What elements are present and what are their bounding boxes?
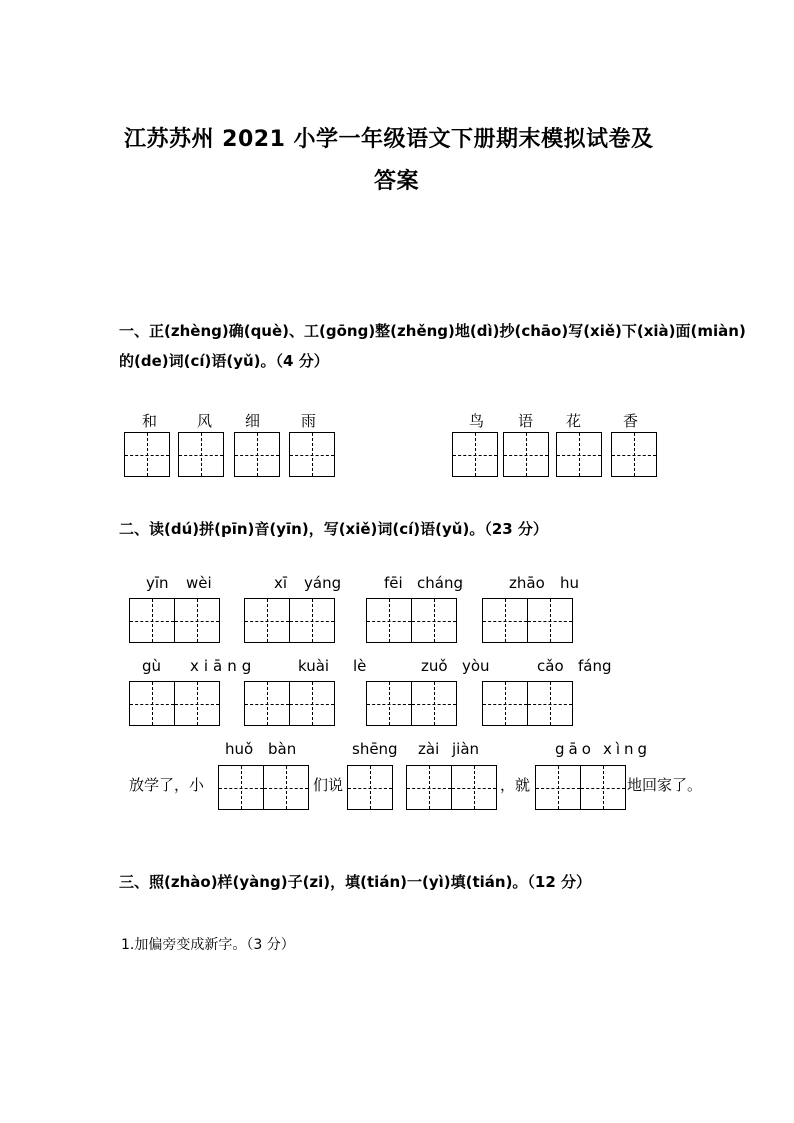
writing-box[interactable] [482, 598, 528, 643]
writing-box[interactable] [556, 432, 602, 477]
pinyin: zuǒ [421, 657, 448, 675]
writing-box[interactable] [482, 681, 528, 726]
writing-box[interactable] [411, 598, 457, 643]
writing-box[interactable] [503, 432, 549, 477]
pinyin: xìng [603, 740, 652, 758]
pinyin: zhāo [509, 574, 545, 592]
writing-box[interactable] [527, 598, 573, 643]
writing-box[interactable] [174, 681, 220, 726]
section2-heading: 二、读(dú)拼(pīn)音(yīn)，写(xiě)词(cí)语(yǔ)。（23 分） [119, 520, 548, 538]
sentence-text: 们说 [313, 776, 344, 794]
writing-box[interactable] [527, 681, 573, 726]
writing-box[interactable] [244, 598, 290, 643]
pinyin: gāo [555, 740, 595, 758]
section3-heading: 三、照(zhào)样(yàng)子(zi)，填(tián)一(yì)填(tián)。（12 分） [119, 873, 592, 891]
section1-heading-cont: 的(de)词(cí)语(yǔ)。（4 分） [119, 352, 329, 370]
writing-box[interactable] [178, 432, 224, 477]
writing-box[interactable] [452, 432, 498, 477]
pinyin: xiāng [190, 657, 257, 675]
section3-subquestion: 1.加偏旁变成新字。（3 分） [121, 937, 295, 953]
copy-char: 雨 [301, 412, 317, 430]
pinyin: xī [274, 574, 288, 592]
writing-box[interactable] [366, 598, 412, 643]
pinyin: hu [560, 574, 580, 592]
pinyin: zài [418, 740, 440, 758]
writing-box[interactable] [451, 765, 497, 810]
writing-box[interactable] [234, 432, 280, 477]
writing-box[interactable] [535, 765, 581, 810]
writing-box[interactable] [244, 681, 290, 726]
writing-box[interactable] [580, 765, 626, 810]
pinyin: lè [353, 657, 367, 675]
pinyin: fáng [578, 657, 612, 675]
copy-char: 语 [518, 412, 534, 430]
copy-char: 花 [566, 412, 582, 430]
sentence-text: 放学了，小 [129, 776, 205, 794]
pinyin: jiàn [452, 740, 480, 758]
doc-title-line1: 江苏苏州 2021 小学一年级语文下册期末模拟试卷及 [124, 127, 654, 152]
section1-heading: 一、正(zhèng)确(què)、工(gōng)整(zhěng)地(dì)抄(chāo)写(xiě)下(xià)面(miàn) [119, 322, 746, 340]
pinyin: gù [142, 657, 162, 675]
writing-box[interactable] [263, 765, 309, 810]
sentence-text: 地回家了。 [627, 776, 703, 794]
pinyin: shēng [352, 740, 398, 758]
pinyin: yáng [304, 574, 342, 592]
pinyin: yīn [146, 574, 169, 592]
pinyin: huǒ [225, 740, 254, 758]
pinyin: fēi [384, 574, 403, 592]
writing-box[interactable] [174, 598, 220, 643]
writing-box[interactable] [289, 432, 335, 477]
writing-box[interactable] [611, 432, 657, 477]
copy-char: 风 [197, 412, 213, 430]
pinyin: cǎo [537, 657, 564, 675]
copy-char: 鸟 [469, 412, 485, 430]
pinyin: wèi [186, 574, 212, 592]
pinyin: yòu [462, 657, 490, 675]
writing-box[interactable] [129, 681, 175, 726]
writing-box[interactable] [124, 432, 170, 477]
doc-title-line2: 答案 [374, 169, 420, 194]
pinyin: bàn [268, 740, 297, 758]
writing-box[interactable] [406, 765, 452, 810]
writing-box[interactable] [411, 681, 457, 726]
copy-char: 香 [623, 412, 639, 430]
writing-box[interactable] [129, 598, 175, 643]
writing-box[interactable] [218, 765, 264, 810]
copy-char: 细 [245, 412, 261, 430]
writing-box[interactable] [347, 765, 393, 810]
writing-box[interactable] [289, 681, 335, 726]
writing-box[interactable] [289, 598, 335, 643]
copy-char: 和 [142, 412, 158, 430]
pinyin: kuài [298, 657, 330, 675]
sentence-text: ，就 [500, 776, 531, 794]
writing-box[interactable] [366, 681, 412, 726]
pinyin: cháng [417, 574, 463, 592]
